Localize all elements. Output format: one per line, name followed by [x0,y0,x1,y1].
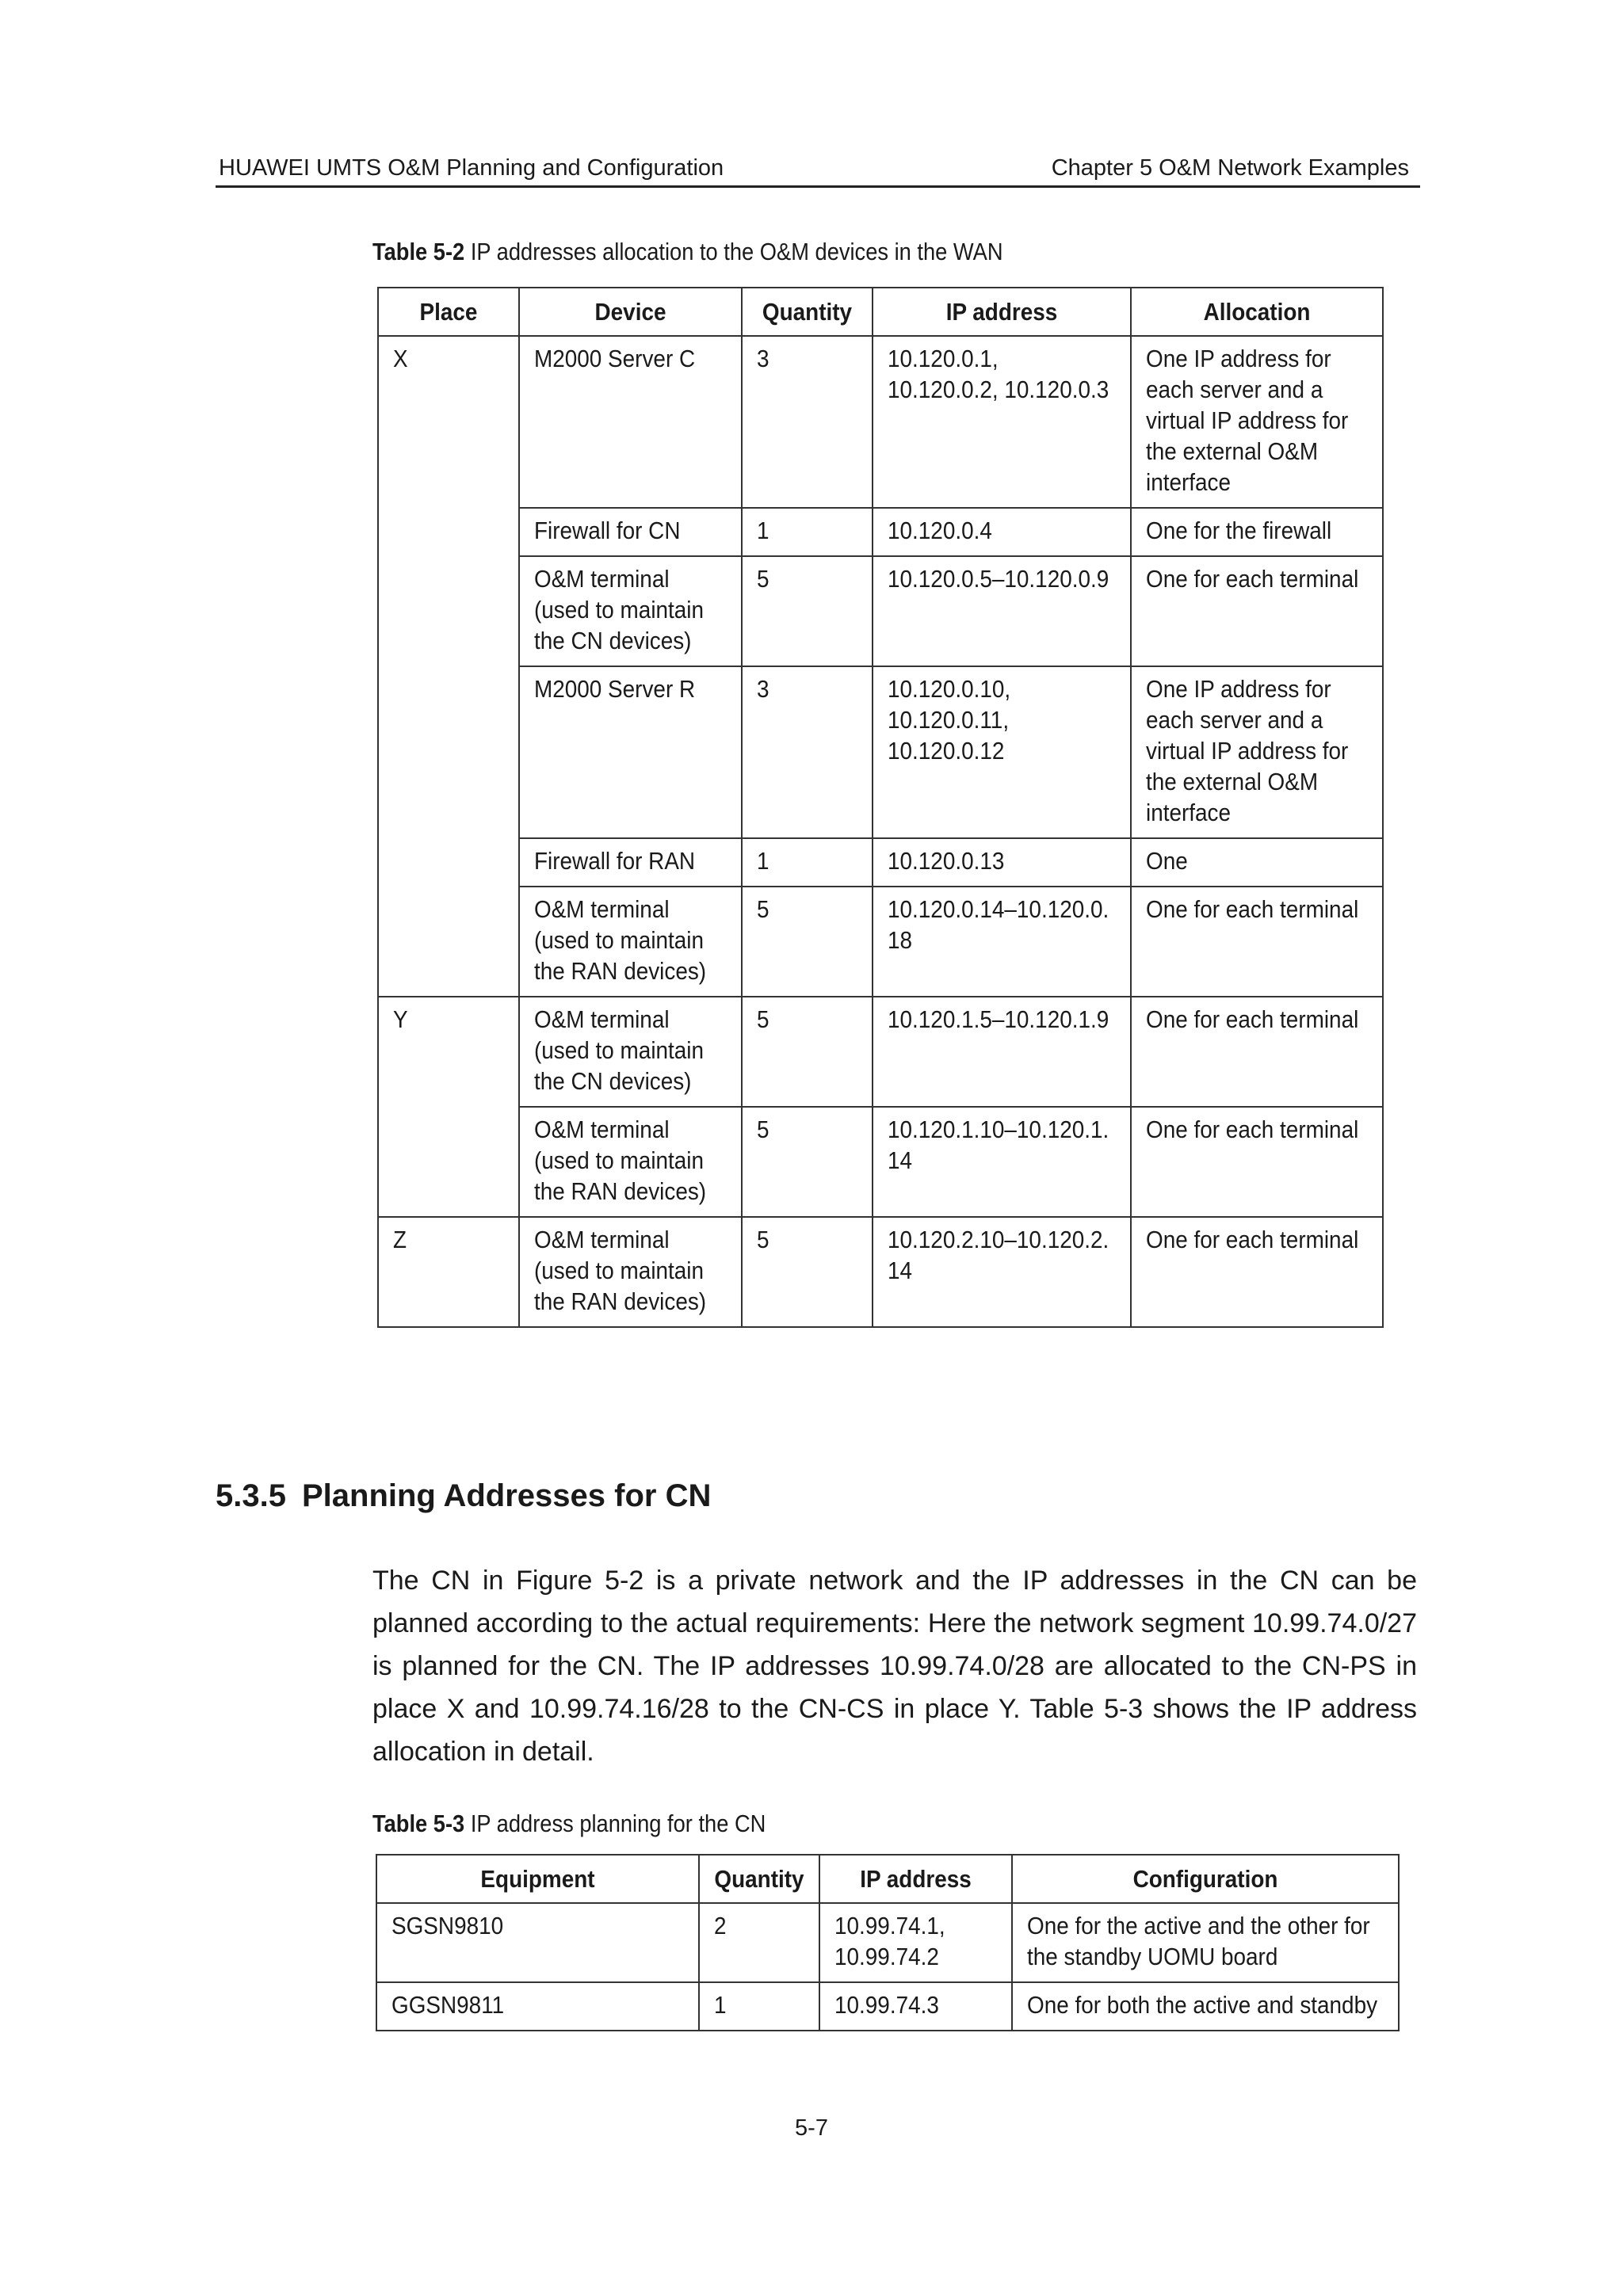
table-5-3 [376,1854,1400,2031]
place-cell: X [378,336,519,997]
header-chapter-title: Chapter 5 O&M Network Examples [1051,155,1409,181]
allocation-cell: One IP address for each server and a virtual IP address for the external O&M interface [1131,336,1383,508]
quantity-cell: 1 [742,838,873,887]
table-5-2-caption-text: IP addresses allocation to the O&M devices in the WAN [464,238,1003,265]
place-cell: Y [378,997,519,1217]
allocation-cell: One for each terminal [1131,556,1383,666]
table-row [378,336,1383,508]
ip-address-cell: 10.120.0.5–10.120.0.9 [873,556,1131,666]
ip-address-cell: 10.120.0.10, 10.120.0.11, 10.120.0.12 [873,666,1131,838]
device-cell: Firewall for RAN [519,838,742,887]
column-header-configuration: Configuration [1012,1855,1399,1903]
quantity-cell: 5 [742,887,873,997]
table-5-3-caption [372,1810,766,1838]
configuration-cell: One for both the active and standby [1012,1982,1399,2031]
page-number: 5-7 [795,2115,828,2141]
column-header-ip-address: IP address [873,288,1131,336]
table-row [378,508,1383,556]
allocation-cell: One for each terminal [1131,887,1383,997]
quantity-cell: 1 [699,1982,819,2031]
equipment-cell: SGSN9810 [376,1903,699,1982]
column-header-quantity: Quantity [699,1855,819,1903]
allocation-cell: One for each terminal [1131,1217,1383,1327]
quantity-cell: 5 [742,556,873,666]
device-cell: O&M terminal (used to maintain the RAN devices) [519,1217,742,1327]
table-row [378,997,1383,1107]
quantity-cell: 2 [699,1903,819,1982]
table-row [376,1982,1399,2031]
section-heading [216,1478,711,1514]
allocation-cell: One for the firewall [1131,508,1383,556]
column-header-equipment: Equipment [376,1855,699,1903]
quantity-cell: 3 [742,336,873,508]
column-header-allocation: Allocation [1131,288,1383,336]
table-5-2 [377,287,1384,1328]
table-5-3-header-row [376,1855,1399,1903]
section-number: 5.3.5 [216,1478,286,1513]
allocation-cell: One [1131,838,1383,887]
allocation-cell: One IP address for each server and a virtual IP address for the external O&M interface [1131,666,1383,838]
quantity-cell: 5 [742,1217,873,1327]
ip-address-cell: 10.120.2.10–10.120.2. 14 [873,1217,1131,1327]
table-5-2-caption [372,238,1003,266]
allocation-cell: One for each terminal [1131,1107,1383,1217]
table-5-3-caption-label: Table 5-3 [372,1810,465,1837]
device-cell: O&M terminal (used to maintain the RAN devices) [519,1107,742,1217]
ip-address-cell: 10.120.0.13 [873,838,1131,887]
column-header-ip-address: IP address [819,1855,1012,1903]
ip-address-cell: 10.120.0.14–10.120.0. 18 [873,887,1131,997]
device-cell: Firewall for CN [519,508,742,556]
allocation-cell: One for each terminal [1131,997,1383,1107]
equipment-cell: GGSN9811 [376,1982,699,2031]
section-title: Planning Addresses for CN [301,1478,712,1513]
table-row [378,1217,1383,1327]
table-5-3-caption-text: IP address planning for the CN [464,1810,766,1837]
quantity-cell: 5 [742,1107,873,1217]
page-header [216,152,1420,188]
table-row [376,1903,1399,1982]
ip-address-cell: 10.99.74.3 [819,1982,1012,2031]
configuration-cell: One for the active and the other for the standby UOMU board [1012,1903,1399,1982]
table-row [378,887,1383,997]
ip-address-cell: 10.120.1.10–10.120.1. 14 [873,1107,1131,1217]
header-document-title: HUAWEI UMTS O&M Planning and Configuration [219,155,724,181]
place-cell: Z [378,1217,519,1327]
device-cell: M2000 Server R [519,666,742,838]
column-header-place: Place [378,288,519,336]
ip-address-cell: 10.120.0.1, 10.120.0.2, 10.120.0.3 [873,336,1131,508]
table-5-2-caption-label: Table 5-2 [372,238,465,265]
quantity-cell: 3 [742,666,873,838]
ip-address-cell: 10.120.1.5–10.120.1.9 [873,997,1131,1107]
device-cell: O&M terminal (used to maintain the RAN devices) [519,887,742,997]
ip-address-cell: 10.120.0.4 [873,508,1131,556]
device-cell: M2000 Server C [519,336,742,508]
body-paragraph: The CN in Figure 5-2 is a private network and the IP addresses in the CN can be planned according to the actual requirements: Here the network segment 10.99.74.0/27 is planned for the CN. The IP addresses 10.99.74.0/28 are allocated to the CN-PS in place X and 10.99.74.16/28 to the CN-CS in place Y. Table 5-3 shows the IP address allocation in detail. [372,1566,1417,1767]
table-row [378,556,1383,666]
table-row [378,838,1383,887]
device-cell: O&M terminal (used to maintain the CN devices) [519,997,742,1107]
table-row [378,666,1383,838]
column-header-quantity: Quantity [742,288,873,336]
device-cell: O&M terminal (used to maintain the CN devices) [519,556,742,666]
quantity-cell: 5 [742,997,873,1107]
column-header-device: Device [519,288,742,336]
table-row [378,1107,1383,1217]
ip-address-cell: 10.99.74.1, 10.99.74.2 [819,1903,1012,1982]
table-5-2-header-row [378,288,1383,336]
quantity-cell: 1 [742,508,873,556]
